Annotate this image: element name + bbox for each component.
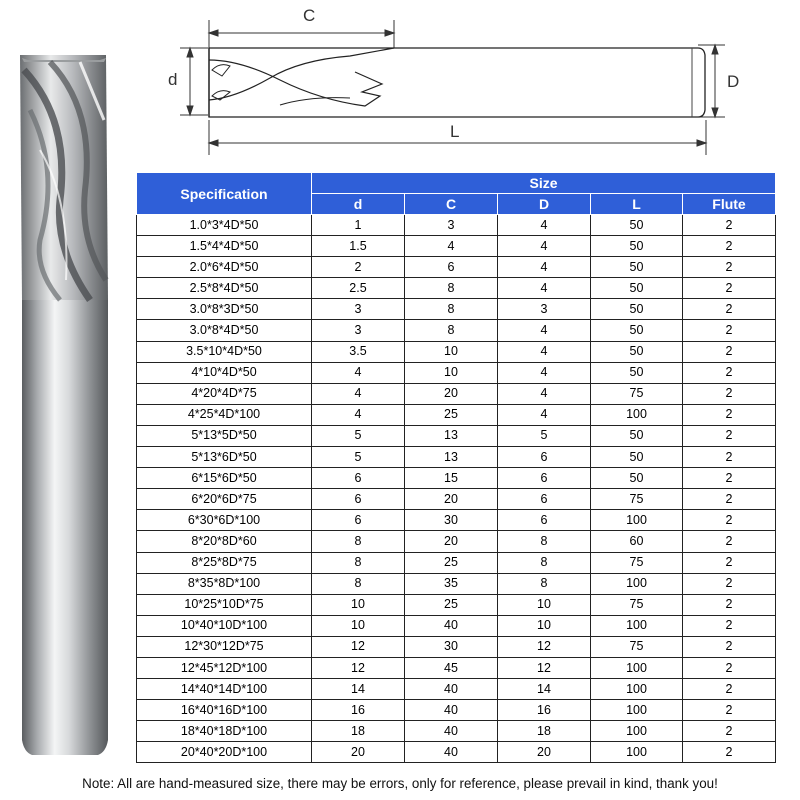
cell-l: 100 (591, 510, 683, 531)
cell-d-small: 18 (312, 721, 405, 742)
cell-spec: 2.5*8*4D*50 (137, 278, 312, 299)
cell-c: 10 (405, 341, 498, 362)
cell-spec: 3.5*10*4D*50 (137, 341, 312, 362)
cell-d-small: 6 (312, 468, 405, 489)
cell-c: 35 (405, 573, 498, 594)
table-row (137, 236, 776, 257)
cell-l: 100 (591, 679, 683, 700)
cell-c: 40 (405, 700, 498, 721)
cell-flute: 2 (683, 573, 776, 594)
cell-spec: 5*13*5D*50 (137, 425, 312, 446)
cell-l: 50 (591, 257, 683, 278)
cell-l: 50 (591, 320, 683, 341)
cell-spec: 8*20*8D*60 (137, 531, 312, 552)
table-row (137, 468, 776, 489)
cell-flute: 2 (683, 257, 776, 278)
cell-c: 40 (405, 742, 498, 763)
cell-l: 50 (591, 215, 683, 236)
cell-spec: 10*25*10D*75 (137, 594, 312, 615)
cell-spec: 1.0*3*4D*50 (137, 215, 312, 236)
cell-flute: 2 (683, 489, 776, 510)
cell-d-large: 6 (498, 489, 591, 510)
cell-c: 4 (405, 236, 498, 257)
cell-c: 40 (405, 721, 498, 742)
table-row (137, 489, 776, 510)
cell-l: 50 (591, 468, 683, 489)
cell-spec: 14*40*14D*100 (137, 679, 312, 700)
specification-header: Specification (137, 173, 312, 215)
table-row (137, 615, 776, 636)
l-label: L (450, 122, 460, 141)
col-header-d-large: D (498, 194, 591, 215)
cell-c: 30 (405, 510, 498, 531)
cell-d-small: 8 (312, 573, 405, 594)
cell-l: 100 (591, 700, 683, 721)
cell-spec: 4*25*4D*100 (137, 404, 312, 425)
cell-c: 25 (405, 404, 498, 425)
cell-c: 30 (405, 636, 498, 657)
cell-d-small: 3 (312, 299, 405, 320)
cell-flute: 2 (683, 615, 776, 636)
cell-spec: 6*30*6D*100 (137, 510, 312, 531)
cell-d-small: 10 (312, 615, 405, 636)
table-row (137, 278, 776, 299)
cell-flute: 2 (683, 383, 776, 404)
d-small-label: d (168, 70, 178, 89)
cell-c: 20 (405, 383, 498, 404)
cell-d-large: 10 (498, 615, 591, 636)
cell-spec: 1.5*4*4D*50 (137, 236, 312, 257)
cell-spec: 4*10*4D*50 (137, 362, 312, 383)
cell-spec: 12*45*12D*100 (137, 657, 312, 678)
cell-spec: 8*25*8D*75 (137, 552, 312, 573)
table-row (137, 721, 776, 742)
cell-d-small: 12 (312, 657, 405, 678)
cell-flute: 2 (683, 341, 776, 362)
cell-l: 50 (591, 278, 683, 299)
cell-l: 50 (591, 447, 683, 468)
table-row (137, 573, 776, 594)
cell-l: 75 (591, 552, 683, 573)
cell-c: 40 (405, 679, 498, 700)
cell-d-large: 6 (498, 447, 591, 468)
cell-d-large: 4 (498, 404, 591, 425)
cell-d-small: 8 (312, 531, 405, 552)
cell-d-small: 1.5 (312, 236, 405, 257)
cell-c: 40 (405, 615, 498, 636)
cell-d-small: 12 (312, 636, 405, 657)
cell-c: 6 (405, 257, 498, 278)
cell-d-small: 3 (312, 320, 405, 341)
cell-l: 100 (591, 615, 683, 636)
cell-d-large: 8 (498, 573, 591, 594)
table-row (137, 320, 776, 341)
cell-d-small: 4 (312, 383, 405, 404)
cell-l: 75 (591, 636, 683, 657)
size-header: Size (312, 173, 776, 194)
cell-l: 50 (591, 299, 683, 320)
cell-d-small: 20 (312, 742, 405, 763)
cell-d-large: 4 (498, 278, 591, 299)
disclaimer-note: Note: All are hand-measured size, there may be errors, only for reference, please prevail in kind, thank you! (82, 776, 718, 791)
cell-l: 50 (591, 236, 683, 257)
cell-l: 100 (591, 404, 683, 425)
cell-spec: 4*20*4D*75 (137, 383, 312, 404)
table-row (137, 299, 776, 320)
specification-table (136, 172, 776, 763)
cell-d-large: 12 (498, 636, 591, 657)
cell-l: 50 (591, 425, 683, 446)
cell-l: 75 (591, 489, 683, 510)
cell-flute: 2 (683, 721, 776, 742)
cell-d-small: 14 (312, 679, 405, 700)
cell-l: 50 (591, 341, 683, 362)
cell-c: 15 (405, 468, 498, 489)
cell-d-small: 2 (312, 257, 405, 278)
cell-flute: 2 (683, 636, 776, 657)
table-row (137, 594, 776, 615)
col-header-d-small: d (312, 194, 405, 215)
table-row (137, 742, 776, 763)
c-label: C (303, 6, 316, 25)
col-header-c: C (405, 194, 498, 215)
cell-l: 60 (591, 531, 683, 552)
cell-d-large: 20 (498, 742, 591, 763)
table-row (137, 510, 776, 531)
cell-c: 13 (405, 447, 498, 468)
table-row (137, 447, 776, 468)
cell-flute: 2 (683, 700, 776, 721)
cell-flute: 2 (683, 320, 776, 341)
table-row (137, 257, 776, 278)
col-header-flute: Flute (683, 194, 776, 215)
end-mill-photo (0, 0, 130, 770)
cell-d-small: 5 (312, 447, 405, 468)
cell-c: 13 (405, 425, 498, 446)
table-row (137, 404, 776, 425)
table-row (137, 383, 776, 404)
cell-d-small: 3.5 (312, 341, 405, 362)
table-row (137, 425, 776, 446)
cell-d-large: 14 (498, 679, 591, 700)
cell-d-large: 4 (498, 320, 591, 341)
cell-spec: 8*35*8D*100 (137, 573, 312, 594)
col-header-l: L (591, 194, 683, 215)
cell-l: 50 (591, 362, 683, 383)
cell-flute: 2 (683, 510, 776, 531)
table-row (137, 531, 776, 552)
cell-d-large: 4 (498, 341, 591, 362)
cell-d-large: 4 (498, 236, 591, 257)
cell-l: 100 (591, 721, 683, 742)
cell-d-large: 5 (498, 425, 591, 446)
cell-spec: 10*40*10D*100 (137, 615, 312, 636)
cell-c: 8 (405, 278, 498, 299)
cell-d-large: 6 (498, 510, 591, 531)
cell-c: 10 (405, 362, 498, 383)
cell-c: 3 (405, 215, 498, 236)
cell-spec: 16*40*16D*100 (137, 700, 312, 721)
cell-l: 75 (591, 594, 683, 615)
table-row (137, 341, 776, 362)
cell-spec: 20*40*20D*100 (137, 742, 312, 763)
table-body (137, 215, 776, 763)
cell-d-small: 1 (312, 215, 405, 236)
cell-flute: 2 (683, 215, 776, 236)
cell-c: 20 (405, 531, 498, 552)
table-row (137, 362, 776, 383)
cell-d-small: 2.5 (312, 278, 405, 299)
cell-spec: 6*15*6D*50 (137, 468, 312, 489)
table-row (137, 215, 776, 236)
cell-c: 25 (405, 594, 498, 615)
cell-spec: 5*13*6D*50 (137, 447, 312, 468)
cell-d-large: 4 (498, 257, 591, 278)
cell-d-large: 18 (498, 721, 591, 742)
cell-d-small: 8 (312, 552, 405, 573)
cell-flute: 2 (683, 679, 776, 700)
cell-d-small: 6 (312, 489, 405, 510)
table-row (137, 679, 776, 700)
cell-d-large: 10 (498, 594, 591, 615)
cell-l: 100 (591, 657, 683, 678)
cell-d-large: 8 (498, 531, 591, 552)
cell-d-small: 5 (312, 425, 405, 446)
table-row (137, 700, 776, 721)
cell-flute: 2 (683, 657, 776, 678)
cell-flute: 2 (683, 236, 776, 257)
cell-flute: 2 (683, 742, 776, 763)
cell-d-large: 6 (498, 468, 591, 489)
cell-c: 8 (405, 320, 498, 341)
cell-d-large: 16 (498, 700, 591, 721)
cell-flute: 2 (683, 552, 776, 573)
cell-spec: 3.0*8*4D*50 (137, 320, 312, 341)
cell-flute: 2 (683, 404, 776, 425)
cell-d-small: 10 (312, 594, 405, 615)
cell-d-large: 12 (498, 657, 591, 678)
d-large-label: D (727, 72, 740, 91)
cell-d-large: 4 (498, 215, 591, 236)
table-row (137, 657, 776, 678)
cell-d-large: 4 (498, 383, 591, 404)
cell-d-small: 4 (312, 362, 405, 383)
cell-d-small: 6 (312, 510, 405, 531)
cell-d-small: 4 (312, 404, 405, 425)
cell-flute: 2 (683, 594, 776, 615)
cell-flute: 2 (683, 531, 776, 552)
cell-d-large: 3 (498, 299, 591, 320)
cell-d-large: 8 (498, 552, 591, 573)
cell-spec: 3.0*8*3D*50 (137, 299, 312, 320)
cell-c: 8 (405, 299, 498, 320)
cell-l: 100 (591, 573, 683, 594)
cell-flute: 2 (683, 425, 776, 446)
cell-l: 100 (591, 742, 683, 763)
cell-flute: 2 (683, 362, 776, 383)
table-row (137, 636, 776, 657)
cell-spec: 12*30*12D*75 (137, 636, 312, 657)
cell-spec: 6*20*6D*75 (137, 489, 312, 510)
cell-flute: 2 (683, 468, 776, 489)
table-row (137, 552, 776, 573)
cell-l: 75 (591, 383, 683, 404)
cell-flute: 2 (683, 278, 776, 299)
cell-c: 20 (405, 489, 498, 510)
cell-flute: 2 (683, 447, 776, 468)
cell-d-large: 4 (498, 362, 591, 383)
cell-flute: 2 (683, 299, 776, 320)
cell-c: 45 (405, 657, 498, 678)
cell-c: 25 (405, 552, 498, 573)
cell-d-small: 16 (312, 700, 405, 721)
cell-spec: 2.0*6*4D*50 (137, 257, 312, 278)
cell-spec: 18*40*18D*100 (137, 721, 312, 742)
